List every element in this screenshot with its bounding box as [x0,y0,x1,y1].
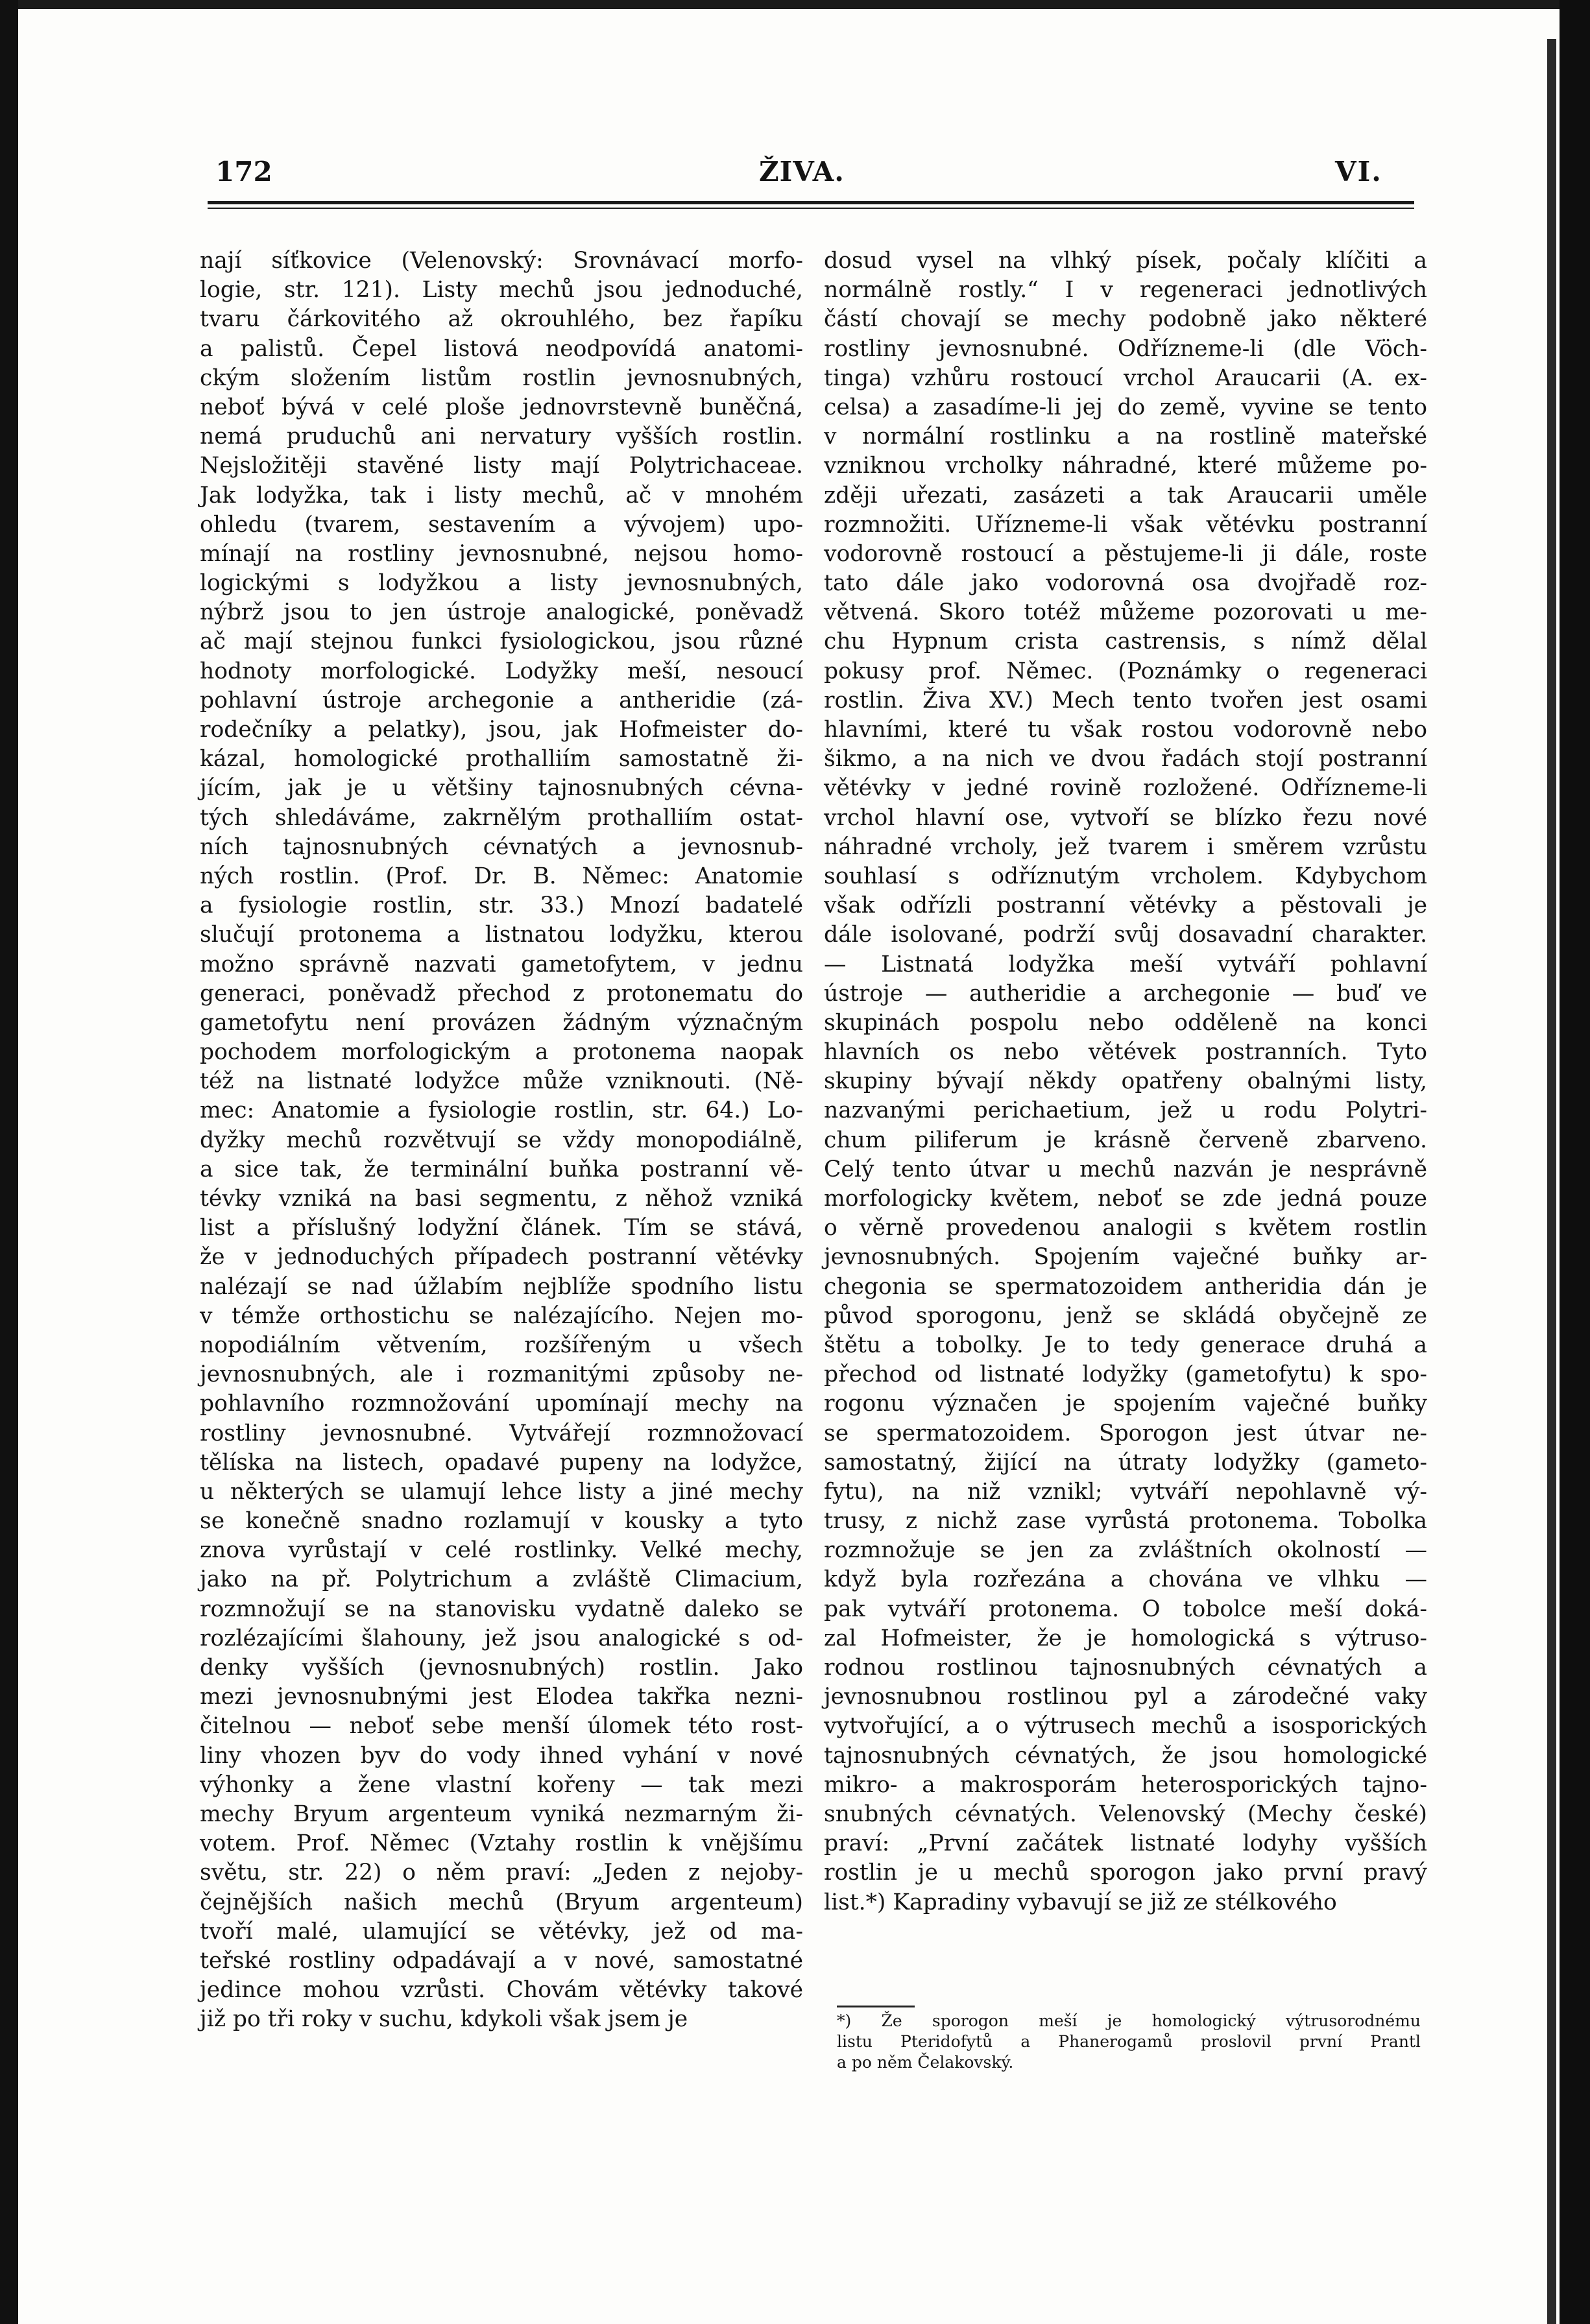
text-line: logie, str. 121). Listy mechů jsou jednoduché, [200,277,803,304]
text-line: tato dále jako vodorovná osa dvojřadě roz- [824,570,1427,597]
text-line: vytvořující, a o výtrusech mechů a isosporických [824,1713,1427,1740]
text-line: list.*) Kapradiny vybavují se již ze stélkového [824,1889,1337,1915]
text-line: znova vyrůstají v celé rostlinky. Velké mechy, [200,1537,803,1564]
text-line: skupiny bývají někdy opatřeny obalnými listy, [824,1068,1427,1095]
text-line: se konečně snadno rozlamují v kousky a tyto [200,1508,803,1535]
text-line: pokusy prof. Němec. (Poznámky o regeneraci [824,658,1427,684]
text-line: nazvanými perichaetium, jež u rodu Polytri- [824,1097,1427,1124]
text-line: tajnosnubných cévnatých, že jsou homologické [824,1742,1427,1769]
text-line: jevnosnubných. Spojením vaječné buňky ar- [824,1244,1427,1271]
footnote-rule [837,2006,915,2007]
text-line: logickými s lodyžkou a listy jevnosnubných, [200,570,803,597]
text-line: celsa) a zasadíme-li jej do země, vyvine se tento [824,394,1427,420]
text-line: rostlin. Živa XV.) Mech tento tvořen jest osami [824,687,1427,713]
scan-border-right [1560,0,1590,2324]
text-line: votem. Prof. Němec (Vztahy rostlin k vnějšímu [200,1830,803,1857]
text-line: list a příslušný lodyžní článek. Tím se stává, [200,1215,803,1241]
text-line: rozlézajícími šlahouny, jež jsou analogické s od- [200,1625,803,1651]
text-line: částí chovají se mechy podobně jako některé [824,306,1427,333]
text-line: mikro- a makrosporám heterosporických tajno- [824,1771,1427,1798]
text-line: tělíska na listech, opadavé pupeny na lodyžce, [200,1449,803,1476]
text-line: ohledu (tvarem, sestavením a vývojem) upo- [200,511,803,538]
text-line: chegonia se spermatozoidem antheridia dán je [824,1273,1427,1300]
volume-number: VI. [1335,156,1382,187]
text-line: rozmnožiti. Uřízneme-li však větévku postranní [824,511,1427,538]
text-line: tvoří malé, ulamující se větévky, jež od ma- [200,1918,803,1945]
text-line: v normální rostlinku a na rostlině mateřské [824,424,1427,450]
text-line: neboť bývá v celé ploše jednovrstevně buněčná, [200,394,803,420]
text-line: tinga) vzhůru rostoucí vrchol Araucarii (A. ex- [824,365,1427,391]
text-line: též na listnaté lodyžce může vzniknouti. (Ně- [200,1068,803,1095]
text-line: štětu a tobolky. Je to tedy generace druhá a [824,1332,1427,1358]
text-line: gametofytu není provázen žádným význačným [200,1009,803,1036]
text-line: u některých se ulamují lehce listy a jiné mechy [200,1478,803,1505]
text-line: trusy, z nichž zase vyrůstá protonema. Tobolka [824,1508,1427,1535]
text-line: jevnosnubných, ale i rozmanitými způsoby ne- [200,1361,803,1388]
text-line: dále isolované, podrží svůj dosavadní charakter. [824,922,1427,948]
text-line: a fysiologie rostlin, str. 33.) Mnozí badatelé [200,892,803,919]
text-line: nýbrž jsou to jen ústroje analogické, poněvadž [200,599,803,626]
page-edge-shadow [1547,39,1556,2324]
text-line: větvená. Skoro totéž můžeme pozorovati u me- [824,599,1427,626]
page-number: 172 [215,156,272,187]
text-line: nopodiálním větvením, rozšířeným u všech [200,1332,803,1358]
text-line: slučují protonema a listnatou lodyžku, kterou [200,922,803,948]
text-line: mínají na rostliny jevnosnubné, nejsou homo- [200,540,803,567]
text-line: hlavními, které tu však rostou vodorovně nebo [824,717,1427,743]
text-line: rogonu význačen je spojením vaječné buňky [824,1391,1427,1417]
text-line: skupinách pospolu nebo odděleně na konci [824,1009,1427,1036]
text-line: čitelnou — neboť sebe menší úlomek této rost- [200,1713,803,1740]
text-line: *) Že sporogon meší je homologický výtrusorodnému [837,2011,1421,2030]
text-line: denky vyšších (jevnosnubných) rostlin. Jako [200,1655,803,1681]
text-line: dosud vysel na vlhký písek, počaly klíčiti a [824,248,1427,274]
text-line: mezi jevnosnubnými jest Elodea takřka nezni- [200,1684,803,1710]
text-line: chu Hypnum crista castrensis, s nímž dělal [824,629,1427,655]
text-line: Nejsložitěji stavěné listy mají Polytrichaceae. [200,453,803,479]
text-line: listu Pteridofytů a Phanerogamů proslovil první Prantl [837,2032,1421,2051]
text-line: generaci, poněvadž přechod z protonematu do [200,980,803,1007]
text-line: chum piliferum je krásně červeně zbarveno. [824,1127,1427,1153]
text-line: jako na př. Polytrichum a zvláště Climacium, [200,1566,803,1593]
text-line: ckým složením listům rostlin jevnosnubných, [200,365,803,391]
scan-border-left [0,0,18,2324]
text-line: větévky v jedné rovině rozložené. Odřízneme-li [824,775,1427,802]
text-line: však odřízli postranní větévky a pěstovali je [824,892,1427,919]
text-line: mechy Bryum argenteum vyniká nezmarným ži- [200,1801,803,1827]
text-line: se spermatozoidem. Sporogon jest útvar ne- [824,1420,1427,1446]
text-line: a sice tak, že terminální buňka postranní vě- [200,1156,803,1182]
text-line: samostatný, žijící na útraty lodyžky (gameto- [824,1449,1427,1476]
text-line: že v jednoduchých případech postranní větévky [200,1244,803,1271]
text-line: světu, str. 22) o něm praví: „Jeden z nejoby- [200,1860,803,1886]
text-line: souhlasí s odříznutým vrcholem. Kdybychom [824,863,1427,889]
text-line: hlavních os nebo větévek postranních. Tyto [824,1039,1427,1066]
text-line: dyžky mechů rozvětvují se vždy monopodiálně, [200,1127,803,1153]
text-line: rodnou rostlinou tajnosnubných cévnatých a [824,1655,1427,1681]
text-line: hodnoty morfologické. Lodyžky meší, nesoucí [200,658,803,684]
text-line: a po něm Čelakovský. [837,2053,1014,2072]
text-line: nají síťkovice (Velenovský: Srovnávací morfo- [200,248,803,274]
text-line: přechod od listnaté lodyžky (gametofytu) k spo- [824,1361,1427,1388]
right-text-column [824,246,1427,1917]
text-line: tých shledáváme, zakrnělým prothalliím ostat- [200,804,803,831]
text-line: šikmo, a na nich ve dvou řadách stojí postranní [824,746,1427,773]
text-line: teřské rostliny odpadávají a v nové, samostatné [200,1947,803,1974]
text-line: ač mají stejnou funkci fysiologickou, jsou různé [200,629,803,655]
text-line: rostliny jevnosnubné. Vytvářejí rozmnožovací [200,1420,803,1446]
header-rule-thick [208,201,1414,204]
text-line: pohlavní ústroje archegonie a antheridie (zá- [200,687,803,713]
text-line: vzniknou vrcholky náhradné, které můžeme po- [824,453,1427,479]
text-line: zději uřezati, zasázeti a tak Araucarii uměle [824,482,1427,509]
text-line: o věrně provedenou analogii s květem rostlin [824,1215,1427,1241]
text-line: již po tři roky v suchu, kdykoli však jsem je [200,2006,688,2033]
text-line: pak vytváří protonema. O tobolce meší doká- [824,1596,1427,1622]
text-line: v témže orthostichu se nalézajícího. Nejen mo- [200,1302,803,1329]
footnote [837,2011,1421,2073]
text-line: a palistů. Čepel listová neodpovídá anatomi- [200,335,803,362]
text-line: jícím, jak je u většiny tajnosnubných cévna- [200,775,803,802]
text-line: praví: „První začátek listnaté lodyhy vyšších [824,1830,1427,1857]
text-line: rostlin je u mechů sporogon jako první pravý [824,1860,1427,1886]
text-line: nalézají se nad úžlabím nejblíže spodního listu [200,1273,803,1300]
text-line: Celý tento útvar u mechů nazván je nesprávně [824,1156,1427,1182]
text-line: rostliny jevnosnubné. Odřízneme-li (dle Vöch- [824,335,1427,362]
journal-title: ŽIVA. [759,156,845,187]
scan-border-top [0,0,1590,9]
text-line: nemá pruduchů ani nervatury vyšších rostlin. [200,424,803,450]
text-line: Jak lodyžka, tak i listy mechů, ač v mnohém [200,482,803,509]
text-line: když byla rozřezána a chována ve vlhku — [824,1566,1427,1593]
text-line: — Listnatá lodyžka meší vytváří pohlavní [824,951,1427,977]
text-line: snubných cévnatých. Velenovský (Mechy české) [824,1801,1427,1827]
text-line: kázal, homologické prothalliím samostatně ži- [200,746,803,773]
text-line: původ sporogonu, jenž se skládá obyčejně ze [824,1302,1427,1329]
text-line: normálně rostly.“ I v regeneraci jednotlivých [824,277,1427,304]
text-line: rozmnožují se na stanovisku vydatně daleko se [200,1596,803,1622]
text-line: vodorovně rostoucí a pěstujeme-li ji dále, roste [824,540,1427,567]
text-line: vrchol hlavní ose, vytvoří se blízko řezu nové [824,804,1427,831]
text-line: čejnějších našich mechů (Bryum argenteum) [200,1889,803,1915]
text-line: jevnosnubnou rostlinou pyl a zárodečné vaky [824,1684,1427,1710]
text-line: jedince mohou vzrůsti. Chovám větévky takové [200,1977,803,2004]
text-line: zal Hofmeister, že je homologická s výtruso- [824,1625,1427,1651]
text-line: výhonky a žene vlastní kořeny — tak mezi [200,1771,803,1798]
text-line: mec: Anatomie a fysiologie rostlin, str. 64.) Lo- [200,1097,803,1124]
text-line: ních tajnosnubných cévnatých a jevnosnub- [200,833,803,860]
text-line: náhradné vrcholy, jež tvarem i směrem vzrůstu [824,833,1427,860]
text-line: tvaru čárkovitého až okrouhlého, bez řapíku [200,306,803,333]
text-line: pohlavního rozmnožování upomínají mechy na [200,1391,803,1417]
text-line: fytu), na niž vznikl; vytváří nepohlavně vý- [824,1478,1427,1505]
text-line: pochodem morfologickým a protonema naopak [200,1039,803,1066]
text-line: ných rostlin. (Prof. Dr. B. Němec: Anatomie [200,863,803,889]
text-line: možno správně nazvati gametofytem, v jednu [200,951,803,977]
text-line: ústroje — autheridie a archegonie — buď ve [824,980,1427,1007]
text-line: liny vhozen byv do vody ihned vyhání v nové [200,1742,803,1769]
left-text-column [200,246,803,2034]
header-rule-thin [208,208,1414,209]
running-header [0,156,1590,208]
text-line: morfologicky květem, neboť se zde jedná pouze [824,1186,1427,1212]
text-line: rozmnožuje se jen za zvláštních okolností — [824,1537,1427,1564]
text-line: rodečníky a pelatky), jsou, jak Hofmeister do- [200,717,803,743]
text-line: tévky vzniká na basi segmentu, z něhož vzniká [200,1186,803,1212]
